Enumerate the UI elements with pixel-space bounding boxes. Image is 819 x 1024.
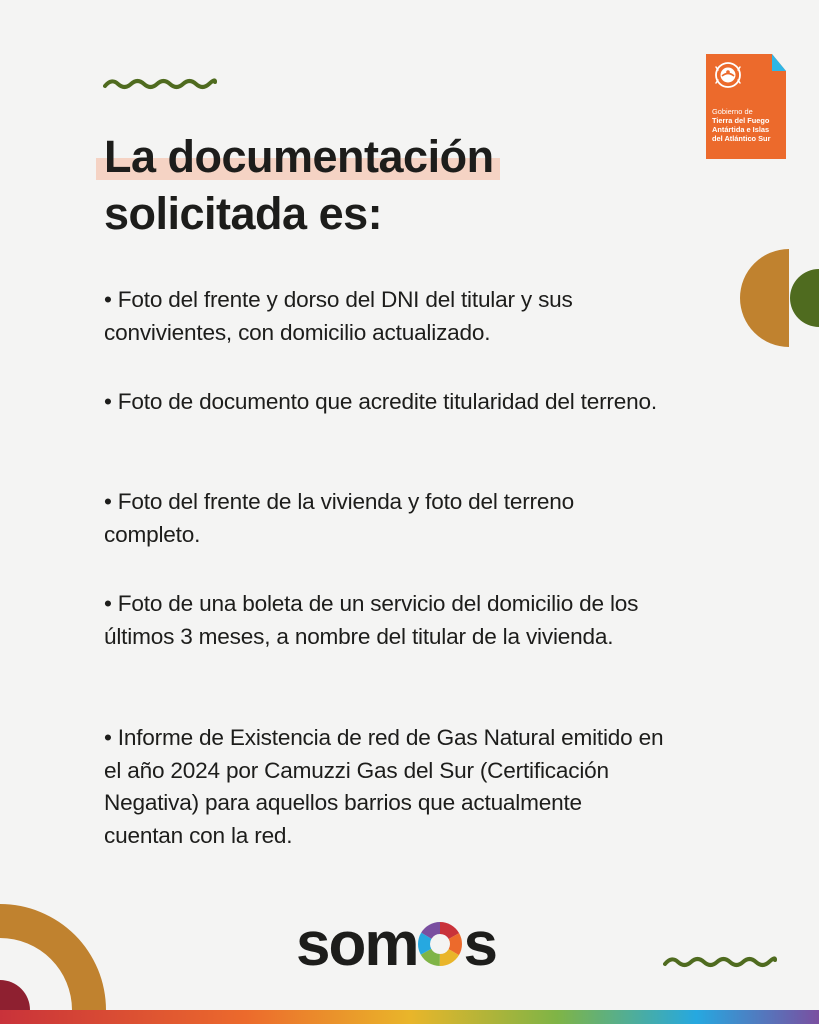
brand-text-prefix: som	[296, 910, 418, 979]
title-highlight	[104, 128, 494, 185]
page-title	[104, 128, 494, 242]
provincial-seal-icon	[713, 60, 743, 90]
rainbow-footer-bar	[0, 1010, 819, 1024]
logo-page-fold	[772, 54, 786, 71]
title-line-2: solicitada es:	[104, 188, 383, 239]
color-ring-icon	[418, 922, 462, 966]
list-item: • Foto de una boleta de un servicio del domicilio de los últimos 3 meses, a nombre del titular de la vivienda.	[104, 591, 639, 649]
decorative-arcs-bottom-left	[0, 904, 112, 1010]
somos-brand-logo	[296, 908, 496, 982]
brand-text-suffix: s	[463, 910, 496, 979]
logo-line-4: del Atlántico Sur	[712, 133, 771, 143]
decorative-wave-bottom	[663, 954, 777, 970]
decorative-half-circles-right	[740, 249, 819, 349]
logo-line-1: Gobierno de	[712, 107, 753, 116]
logo-line-3: Antártida e Islas	[712, 124, 770, 134]
logo-line-2: Tierra del Fuego	[712, 115, 770, 125]
list-item: • Foto del frente de la vivienda y foto del terreno completo.	[104, 489, 574, 547]
list-item: • Foto de documento que acredite titularidad del terreno.	[104, 389, 657, 414]
title-line-1: La documentación	[104, 131, 494, 182]
decorative-wave-top	[103, 76, 217, 92]
list-item: • Informe de Existencia de red de Gas Natural emitido en el año 2024 por Camuzzi Gas del Sur (Certificación Negativa) para aquellos barrios que actualmente cuentan con la red.	[104, 725, 664, 848]
government-logo-text	[712, 108, 784, 144]
list-item: • Foto del frente y dorso del DNI del titular y sus convivientes, con domicilio actualizado.	[104, 287, 573, 345]
